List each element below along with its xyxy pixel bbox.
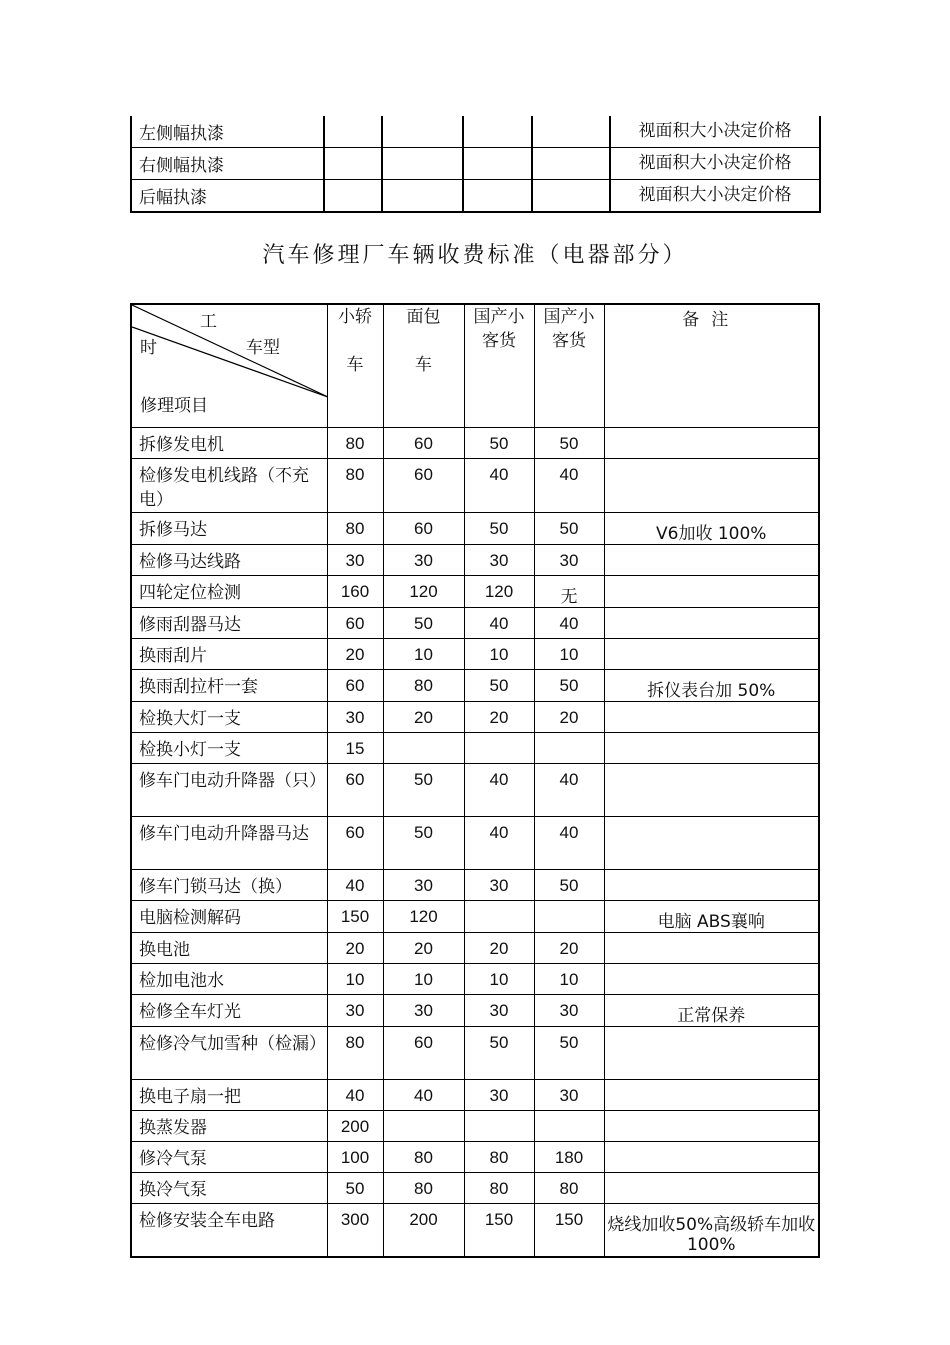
sedan-price-cell: 60	[327, 817, 383, 870]
item-cell: 拆修马达	[131, 513, 327, 545]
header-label-repair-item: 修理项目	[140, 396, 208, 416]
table-row	[131, 116, 820, 148]
domestic-price-cell: 80	[464, 1142, 534, 1173]
item-cell: 换电子扇一把	[131, 1080, 327, 1111]
item-cell: 修车门电动升降器马达	[131, 817, 327, 870]
item-cell: 检修冷气加雪种（检漏）	[131, 1027, 327, 1080]
van-price-cell: 80	[383, 1142, 464, 1173]
van-price-cell: 200	[383, 1204, 464, 1258]
van-price-cell: 120	[383, 576, 464, 608]
domestic-price-cell: 50	[464, 1027, 534, 1080]
sedan-price-cell: 30	[327, 545, 383, 576]
domestic-price-cell: 150	[464, 1204, 534, 1258]
item-cell: 换电池	[131, 933, 327, 964]
col-header-notes: 备注	[604, 304, 819, 428]
page-title: 汽车修理厂车辆收费标准（电器部分）	[262, 243, 688, 268]
domestic-price-cell: 50	[534, 513, 604, 545]
domestic-price-cell	[534, 901, 604, 933]
sedan-price-cell: 30	[327, 702, 383, 733]
domestic-price-cell: 80	[464, 1173, 534, 1204]
note-cell: 拆仪表台加 50%	[604, 670, 819, 702]
van-price-cell: 60	[383, 1027, 464, 1080]
van-price-cell: 40	[383, 1080, 464, 1111]
domestic-price-cell: 20	[534, 933, 604, 964]
item-cell: 检换大灯一支	[131, 702, 327, 733]
sedan-price-cell: 40	[327, 1080, 383, 1111]
domestic-price-cell: 30	[534, 545, 604, 576]
note-cell: 烧线加收50%高级轿车加收100%	[604, 1204, 819, 1258]
table-row	[131, 670, 819, 702]
domestic-price-cell: 10	[534, 964, 604, 995]
table-row	[131, 1027, 819, 1080]
van-price-cell: 30	[383, 545, 464, 576]
domestic-price-cell: 180	[534, 1142, 604, 1173]
previous-fee-table	[130, 116, 821, 213]
item-cell: 右侧幅执漆	[131, 148, 324, 180]
van-price-cell: 50	[383, 764, 464, 817]
domestic-price-cell: 50	[534, 1027, 604, 1080]
note-cell	[604, 733, 819, 764]
van-price-cell: 50	[383, 817, 464, 870]
sedan-price-cell: 20	[327, 933, 383, 964]
header-label-work: 工	[200, 312, 217, 332]
domestic-price-cell	[464, 1111, 534, 1142]
header-label-vehicle-type: 车型	[246, 338, 280, 358]
table-row	[131, 576, 819, 608]
table-row	[131, 901, 819, 933]
note-cell	[604, 964, 819, 995]
note-cell	[604, 428, 819, 459]
table-row	[131, 1204, 819, 1258]
item-cell: 换雨刮拉杆一套	[131, 670, 327, 702]
van-price-cell	[383, 1111, 464, 1142]
note-cell	[604, 702, 819, 733]
item-cell: 电脑检测解码	[131, 901, 327, 933]
domestic-price-cell: 20	[464, 933, 534, 964]
table-row	[131, 639, 819, 670]
item-cell: 四轮定位检测	[131, 576, 327, 608]
domestic-price-cell: 40	[464, 608, 534, 639]
item-cell: 修冷气泵	[131, 1142, 327, 1173]
diagonal-header-cell	[131, 304, 327, 428]
table-row	[131, 702, 819, 733]
sedan-price-cell: 80	[327, 1027, 383, 1080]
note-cell	[604, 817, 819, 870]
note-cell: V6加收 100%	[604, 513, 819, 545]
sedan-price-cell: 20	[327, 639, 383, 670]
domestic-price-cell: 150	[534, 1204, 604, 1258]
note-cell	[604, 639, 819, 670]
domestic-price-cell: 40	[534, 608, 604, 639]
domestic-price-cell: 40	[534, 817, 604, 870]
sedan-price-cell: 10	[327, 964, 383, 995]
van-price-cell: 60	[383, 459, 464, 513]
sedan-price-cell: 80	[327, 513, 383, 545]
item-cell: 修雨刮器马达	[131, 608, 327, 639]
sedan-price-cell: 30	[327, 995, 383, 1027]
domestic-price-cell: 10	[464, 964, 534, 995]
van-price-cell: 80	[383, 670, 464, 702]
table-row	[131, 964, 819, 995]
domestic-price-cell: 80	[534, 1173, 604, 1204]
item-cell: 换蒸发器	[131, 1111, 327, 1142]
electrical-fee-table	[130, 303, 820, 1258]
domestic-price-cell: 40	[534, 459, 604, 513]
sedan-price-cell: 160	[327, 576, 383, 608]
domestic-price-cell	[534, 1111, 604, 1142]
domestic-price-cell	[464, 901, 534, 933]
sedan-price-cell: 60	[327, 764, 383, 817]
table-body	[131, 428, 819, 1258]
domestic-price-cell: 40	[534, 764, 604, 817]
sedan-price-cell: 80	[327, 428, 383, 459]
note-cell: 电脑 ABS襄响	[604, 901, 819, 933]
note-cell	[604, 764, 819, 817]
note-cell	[604, 459, 819, 513]
domestic-price-cell: 30	[534, 995, 604, 1027]
table-row	[131, 608, 819, 639]
note-cell: 视面积大小决定价格	[610, 116, 820, 148]
van-price-cell: 30	[383, 995, 464, 1027]
domestic-price-cell: 30	[534, 1080, 604, 1111]
domestic-price-cell: 30	[464, 870, 534, 901]
table-row	[131, 513, 819, 545]
domestic-price-cell: 120	[464, 576, 534, 608]
header-row	[131, 304, 819, 428]
col-header-domestic-2: 国产小 客货	[534, 304, 604, 428]
domestic-price-cell: 20	[534, 702, 604, 733]
domestic-price-cell	[464, 733, 534, 764]
sedan-price-cell: 15	[327, 733, 383, 764]
van-price-cell: 30	[383, 870, 464, 901]
van-price-cell: 10	[383, 964, 464, 995]
table-row	[131, 428, 819, 459]
note-cell	[604, 576, 819, 608]
domestic-price-cell: 40	[464, 817, 534, 870]
domestic-price-cell	[534, 733, 604, 764]
domestic-price-cell: 10	[534, 639, 604, 670]
table-row	[131, 933, 819, 964]
item-cell: 修车门电动升降器（只）	[131, 764, 327, 817]
van-price-cell: 120	[383, 901, 464, 933]
item-cell: 检加电池水	[131, 964, 327, 995]
van-price-cell: 20	[383, 933, 464, 964]
item-cell: 换雨刮片	[131, 639, 327, 670]
header-label-time: 时	[140, 338, 157, 358]
sedan-price-cell: 100	[327, 1142, 383, 1173]
van-price-cell	[383, 733, 464, 764]
domestic-price-cell: 40	[464, 764, 534, 817]
sedan-price-cell: 80	[327, 459, 383, 513]
domestic-price-cell: 20	[464, 702, 534, 733]
note-cell	[604, 545, 819, 576]
domestic-price-cell: 50	[534, 670, 604, 702]
sedan-price-cell: 50	[327, 1173, 383, 1204]
table-row	[131, 148, 820, 180]
sedan-price-cell: 300	[327, 1204, 383, 1258]
table-row	[131, 733, 819, 764]
item-cell: 检换小灯一支	[131, 733, 327, 764]
note-cell	[604, 933, 819, 964]
domestic-price-cell: 50	[464, 428, 534, 459]
item-cell: 左侧幅执漆	[131, 116, 324, 148]
sedan-price-cell: 40	[327, 870, 383, 901]
note-cell: 正常保养	[604, 995, 819, 1027]
table-row	[131, 180, 820, 213]
col-header-domestic-1: 国产小 客货	[464, 304, 534, 428]
item-cell: 检修马达线路	[131, 545, 327, 576]
table-row	[131, 1142, 819, 1173]
note-cell	[604, 1080, 819, 1111]
note-cell: 视面积大小决定价格	[610, 148, 820, 180]
domestic-price-cell: 10	[464, 639, 534, 670]
domestic-price-cell: 50	[534, 428, 604, 459]
table-row	[131, 545, 819, 576]
van-price-cell: 80	[383, 1173, 464, 1204]
note-cell	[604, 870, 819, 901]
domestic-price-cell: 30	[464, 545, 534, 576]
table-row	[131, 817, 819, 870]
van-price-cell: 60	[383, 428, 464, 459]
van-price-cell: 20	[383, 702, 464, 733]
van-price-cell: 60	[383, 513, 464, 545]
table-row	[131, 764, 819, 817]
sedan-price-cell: 150	[327, 901, 383, 933]
table-row	[131, 1111, 819, 1142]
note-cell	[604, 1111, 819, 1142]
note-cell	[604, 1142, 819, 1173]
van-price-cell: 10	[383, 639, 464, 670]
col-header-sedan: 小轿 车	[327, 304, 383, 428]
van-price-cell: 50	[383, 608, 464, 639]
note-cell	[604, 1027, 819, 1080]
sedan-price-cell: 60	[327, 608, 383, 639]
domestic-price-cell: 50	[464, 513, 534, 545]
item-cell: 换冷气泵	[131, 1173, 327, 1204]
col-header-van: 面包 车	[383, 304, 464, 428]
table-row	[131, 1173, 819, 1204]
domestic-price-cell: 40	[464, 459, 534, 513]
sedan-price-cell: 60	[327, 670, 383, 702]
item-cell: 修车门锁马达（换）	[131, 870, 327, 901]
sedan-price-cell: 200	[327, 1111, 383, 1142]
note-cell: 视面积大小决定价格	[610, 180, 820, 213]
item-cell: 检修安装全车电路	[131, 1204, 327, 1258]
table-row	[131, 1080, 819, 1111]
domestic-price-cell: 30	[464, 995, 534, 1027]
item-cell: 检修全车灯光	[131, 995, 327, 1027]
item-cell: 后幅执漆	[131, 180, 324, 213]
domestic-price-cell: 50	[534, 870, 604, 901]
table-row	[131, 870, 819, 901]
domestic-price-cell: 无	[534, 576, 604, 608]
note-cell	[604, 1173, 819, 1204]
item-cell: 检修发电机线路（不充电）	[131, 459, 327, 513]
table-row	[131, 459, 819, 513]
domestic-price-cell: 30	[464, 1080, 534, 1111]
domestic-price-cell: 50	[464, 670, 534, 702]
table-row	[131, 995, 819, 1027]
note-cell	[604, 608, 819, 639]
item-cell: 拆修发电机	[131, 428, 327, 459]
